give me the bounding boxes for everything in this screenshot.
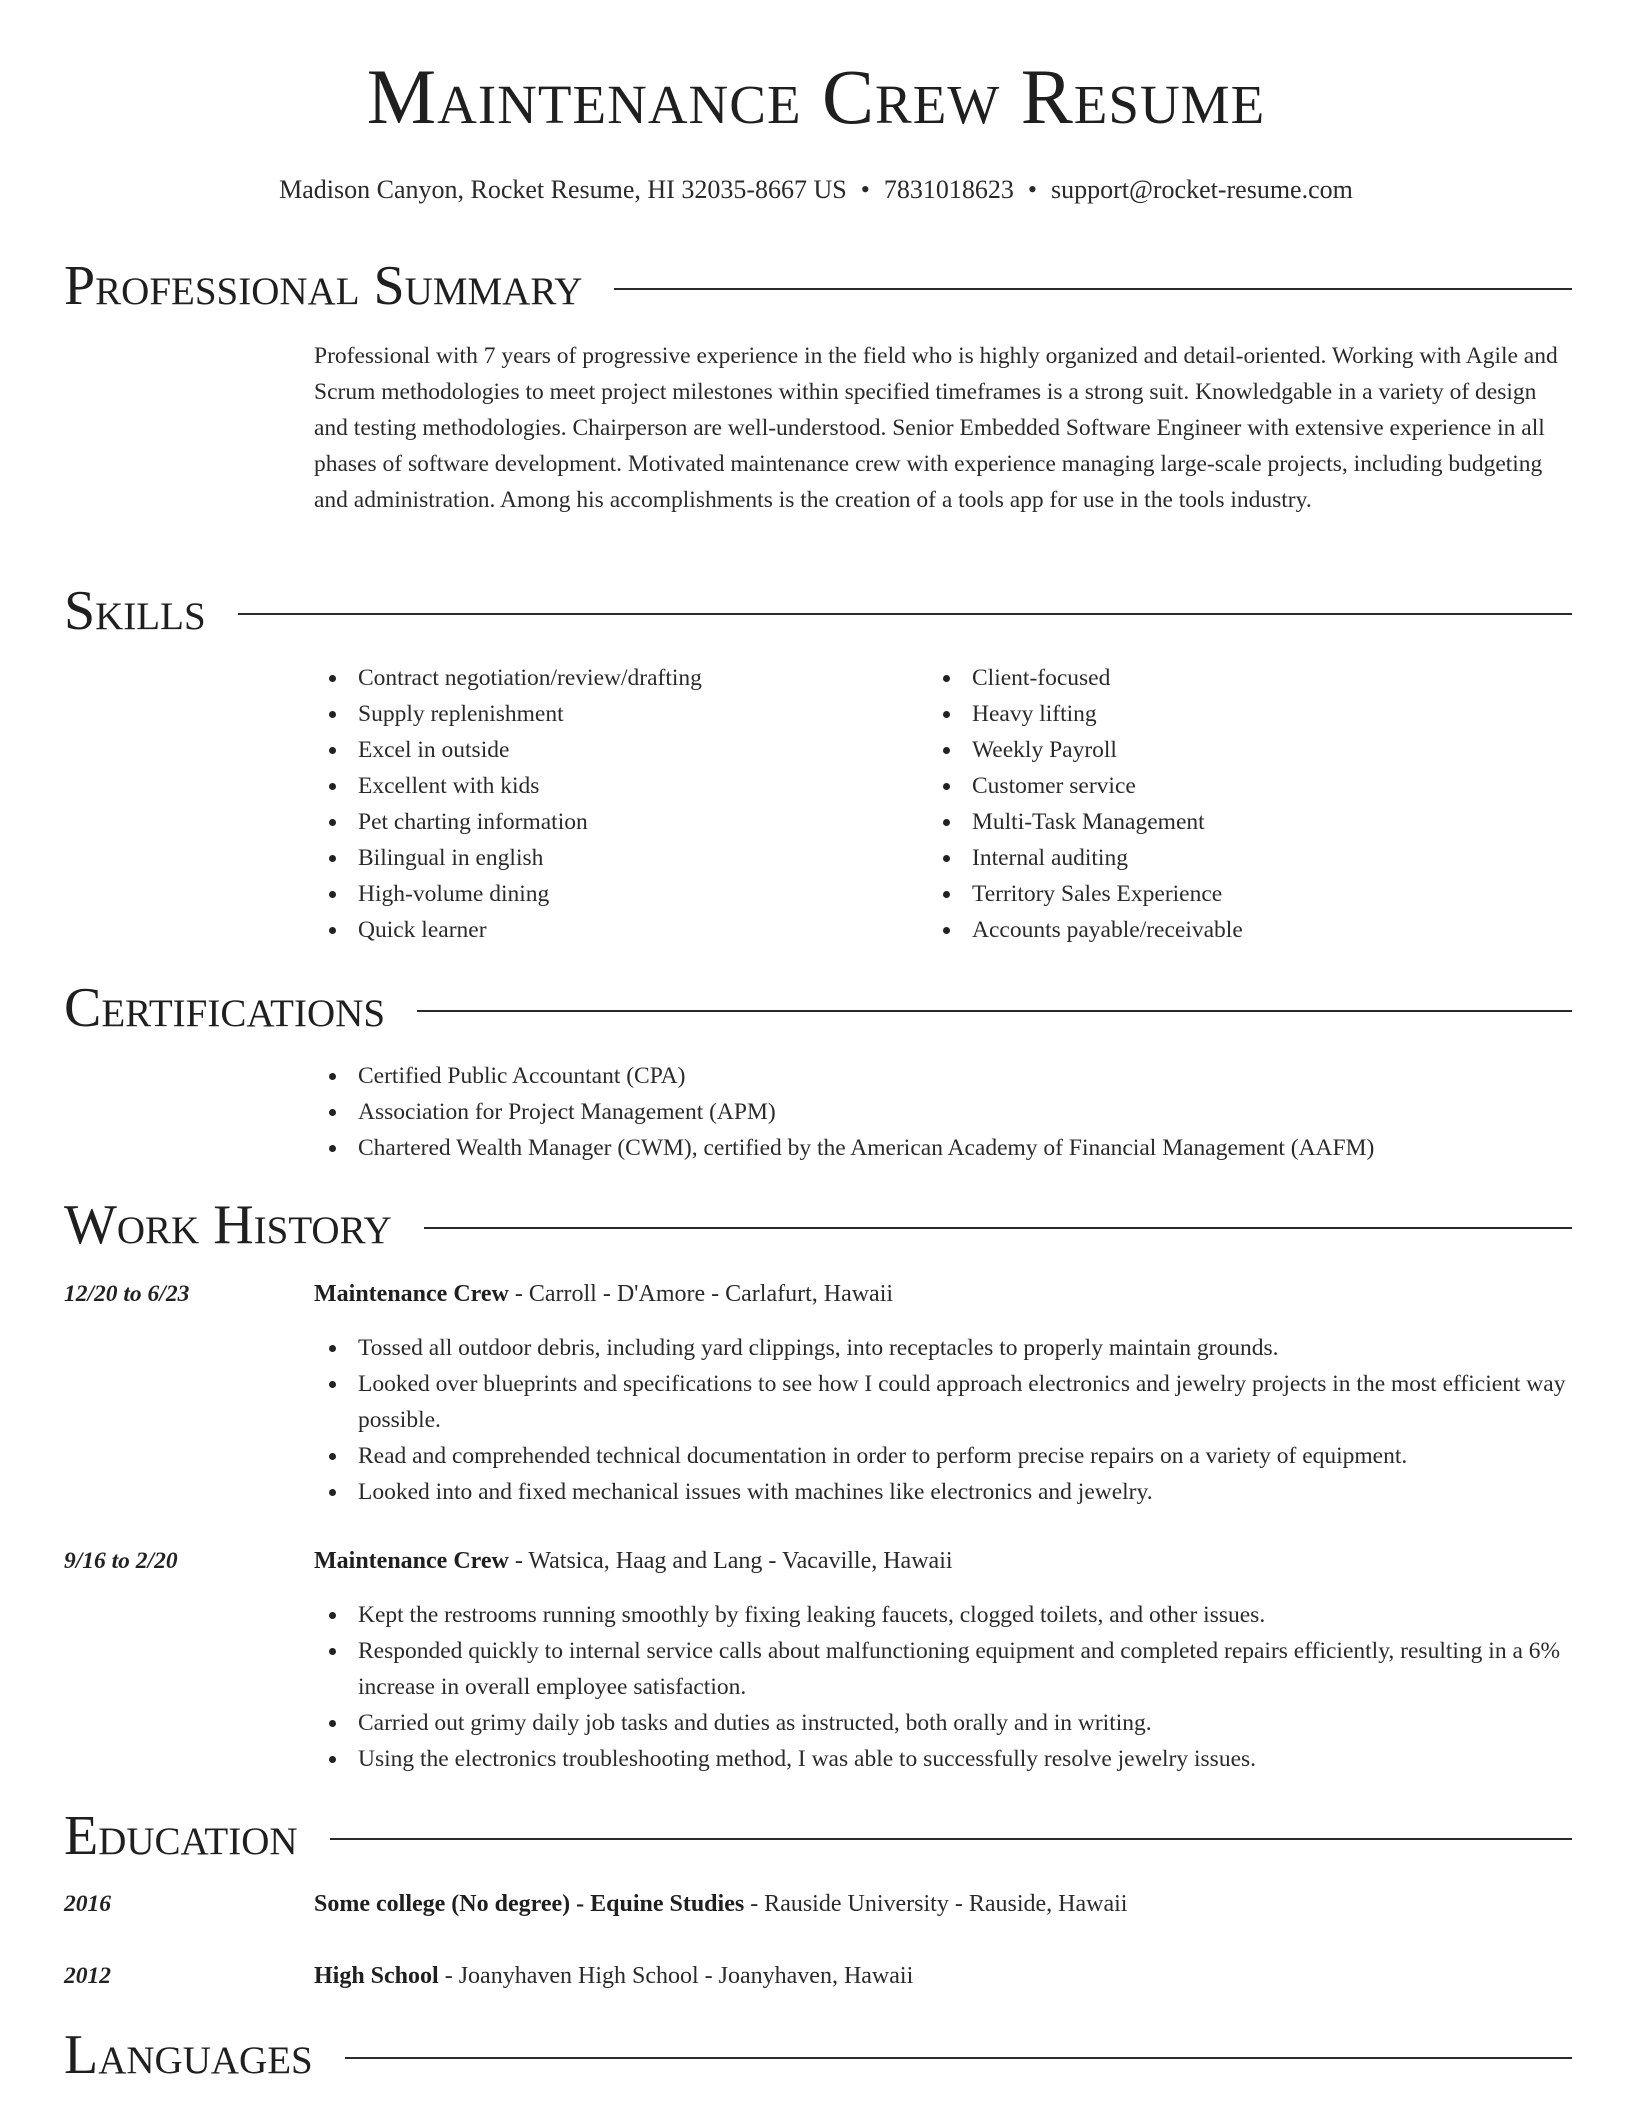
section-title: Work History — [64, 1194, 392, 1256]
job-title-line — [314, 1276, 1574, 1312]
contact-email: support@rocket-resume.com — [1050, 175, 1353, 204]
education-year: 2016 — [64, 1891, 111, 1917]
skill-item: Customer service — [928, 768, 1568, 804]
section-divider — [424, 1227, 1572, 1229]
section-title: Professional Summary — [64, 255, 583, 317]
education-entry — [314, 1886, 1574, 1922]
skill-item: Quick learner — [314, 912, 914, 948]
certification-item: Certified Public Accountant (CPA) — [314, 1058, 1574, 1094]
section-header-skills — [64, 580, 1572, 642]
certification-item: Chartered Wealth Manager (CWM), certified by the American Academy of Financial Management (AAFM) — [314, 1130, 1574, 1166]
job-bullets — [314, 1597, 1574, 1777]
education-degree: High School — [314, 1963, 439, 1989]
job-dates: 12/20 to 6/23 — [64, 1281, 190, 1307]
skill-item: Weekly Payroll — [928, 732, 1568, 768]
job-title: Maintenance Crew — [314, 1281, 509, 1307]
contact-phone: 7831018623 — [883, 175, 1014, 204]
skills-list-left — [314, 660, 914, 948]
contact-separator: • — [1027, 175, 1037, 204]
certification-item: Association for Project Management (APM) — [314, 1094, 1574, 1130]
skill-item: Pet charting information — [314, 804, 914, 840]
skill-item: Excel in outside — [314, 732, 914, 768]
job-employer: - Carroll - D'Amore - Carlafurt, Hawaii — [508, 1281, 894, 1307]
job-bullet: Kept the restrooms running smoothly by fixing leaking faucets, clogged toilets, and other issues. — [314, 1597, 1574, 1633]
contact-address: Madison Canyon, Rocket Resume, HI 32035-8667 US — [279, 175, 847, 204]
resume-title: Maintenance Crew Resume — [366, 53, 1266, 140]
job-title-line — [314, 1543, 1574, 1579]
job-bullet: Carried out grimy daily job tasks and duties as instructed, both orally and in writing. — [314, 1705, 1574, 1741]
job-dates: 9/16 to 2/20 — [64, 1548, 178, 1574]
skill-item: Multi-Task Management — [928, 804, 1568, 840]
job-bullet: Responded quickly to internal service calls about malfunctioning equipment and completed repairs efficiently, resulting in a 6% increase in overall employee satisfaction. — [314, 1633, 1574, 1705]
summary-text: Professional with 7 years of progressive experience in the field who is highly organized and detail-oriented. Working with Agile and Scrum methodologies to meet project milestones within specified timeframes is a strong suit. Knowledgable in a variety of design and testing methodologies. Chairperson are well-understood. Senior Embedded Software Engineer with extensive experience in all phases of software development. Motivated maintenance crew with experience managing large-scale projects, including budgeting and administration. Among his accomplishments is the creation of a tools app for use in the tools industry. — [314, 343, 1558, 513]
job-employer: - Watsica, Haag and Lang - Vacaville, Hawaii — [508, 1548, 953, 1574]
education-school: - Joanyhaven High School - Joanyhaven, Hawaii — [438, 1963, 914, 1989]
section-header-summary — [64, 255, 1572, 317]
job-bullet: Tossed all outdoor debris, including yard clippings, into receptacles to properly maintain grounds. — [314, 1330, 1574, 1366]
section-divider — [614, 288, 1572, 290]
section-divider — [238, 613, 1572, 615]
education-entry — [314, 1958, 1574, 1994]
contact-line — [0, 175, 1632, 205]
skill-item: High-volume dining — [314, 876, 914, 912]
skill-item: Client-focused — [928, 660, 1568, 696]
section-divider — [417, 1010, 1572, 1012]
section-header-education — [64, 1805, 1572, 1867]
skill-item: Bilingual in english — [314, 840, 914, 876]
section-title: Languages — [64, 2024, 313, 2086]
section-title: Certifications — [64, 977, 386, 1039]
skill-item: Internal auditing — [928, 840, 1568, 876]
education-school: - Rauside University - Rauside, Hawaii — [744, 1891, 1128, 1917]
section-header-work-history — [64, 1194, 1572, 1256]
section-title: Education — [64, 1805, 298, 1867]
section-title: Skills — [64, 580, 206, 642]
skill-item: Heavy lifting — [928, 696, 1568, 732]
skills-list-right — [928, 660, 1568, 948]
job-bullet: Using the electronics troubleshooting method, I was able to successfully resolve jewelry issues. — [314, 1741, 1574, 1777]
contact-separator: • — [860, 175, 870, 204]
job-bullets — [314, 1330, 1574, 1510]
section-divider — [330, 1838, 1572, 1840]
skill-item: Supply replenishment — [314, 696, 914, 732]
job-title: Maintenance Crew — [314, 1548, 509, 1574]
certifications-list — [314, 1058, 1574, 1166]
skill-item: Excellent with kids — [314, 768, 914, 804]
section-header-languages — [64, 2024, 1572, 2086]
education-degree: Some college (No degree) - Equine Studies — [314, 1891, 745, 1917]
skill-item: Contract negotiation/review/drafting — [314, 660, 914, 696]
section-header-certifications — [64, 977, 1572, 1039]
job-bullet: Looked over blueprints and specifications to see how I could approach electronics and jewelry projects in the most efficient way possible. — [314, 1366, 1574, 1438]
job-bullet: Read and comprehended technical documentation in order to perform precise repairs on a variety of equipment. — [314, 1438, 1574, 1474]
section-divider — [345, 2057, 1572, 2059]
skill-item: Territory Sales Experience — [928, 876, 1568, 912]
skill-item: Accounts payable/receivable — [928, 912, 1568, 948]
education-year: 2012 — [64, 1963, 111, 1989]
job-bullet: Looked into and fixed mechanical issues with machines like electronics and jewelry. — [314, 1474, 1574, 1510]
